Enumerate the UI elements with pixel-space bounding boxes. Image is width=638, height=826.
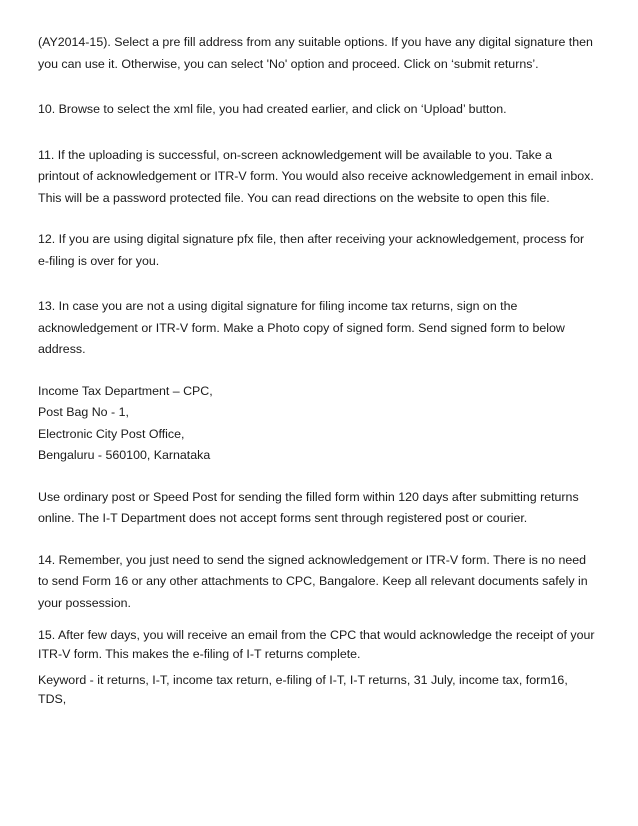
text-line: e-filing is over for you.	[38, 253, 160, 268]
spacer	[38, 663, 603, 671]
address-line: Income Tax Department – CPC,	[38, 383, 213, 398]
text-line: TDS,	[38, 691, 67, 706]
paragraph-post-note	[38, 487, 603, 530]
text-line: (AY2014-15). Select a pre fill address from any suitable options. If you have any digital signature then	[38, 35, 593, 49]
text-line: printout of acknowledgement or ITR-V form. You would also receive acknowledgement in email inbox.	[38, 169, 594, 183]
paragraph-step-13	[38, 296, 603, 361]
spacer	[38, 530, 603, 550]
text-line: you can use it. Otherwise, you can select 'No' option and proceed. Click on ‘submit returns’.	[38, 56, 539, 71]
spacer	[38, 614, 603, 626]
spacer	[38, 209, 603, 229]
text-line: 12. If you are using digital signature pfx file, then after receiving your acknowledgement, process for	[38, 232, 585, 246]
spacer	[38, 121, 603, 145]
document-page	[38, 32, 603, 708]
paragraph-step-14	[38, 550, 603, 615]
paragraph-address	[38, 381, 603, 467]
text-line: acknowledgement or ITR-V form. Make a Photo copy of signed form. Send signed form to below	[38, 320, 565, 335]
paragraph-step-10	[38, 99, 603, 121]
text-line: 13. In case you are not a using digital signature for filing income tax returns, sign on the	[38, 299, 518, 313]
text-line: to send Form 16 or any other attachments to CPC, Bangalore. Keep all relevant documents safely in	[38, 574, 588, 588]
spacer	[38, 361, 603, 381]
text-line: Keyword - it returns, I-T, income tax return, e-filing of I-T, I-T returns, 31 July, income tax, form16,	[38, 673, 568, 687]
text-line: Use ordinary post or Speed Post for sending the filled form within 120 days after submitting returns	[38, 489, 579, 504]
spacer	[38, 75, 603, 99]
text-line: This will be a password protected file. You can read directions on the website to open this file.	[38, 190, 550, 205]
text-line: address.	[38, 342, 86, 356]
text-line: 10. Browse to select the xml file, you had created earlier, and click on ‘Upload’ button.	[38, 102, 507, 116]
paragraph-step-12	[38, 229, 603, 272]
text-line: your possession.	[38, 595, 131, 610]
text-line: 11. If the uploading is successful, on-screen acknowledgement will be available to you. Take a	[38, 147, 553, 162]
address-line: Post Bag No - 1,	[38, 405, 129, 419]
address-line: Electronic City Post Office,	[38, 426, 185, 441]
paragraph-step-15	[38, 626, 603, 663]
paragraph-keywords	[38, 671, 603, 708]
spacer	[38, 272, 603, 296]
text-line: ITR-V form. This makes the e-filing of I-T returns complete.	[38, 646, 361, 661]
paragraph-step-11	[38, 145, 603, 210]
text-line: 15. After few days, you will receive an email from the CPC that would acknowledge the receipt of your	[38, 628, 595, 642]
spacer	[38, 467, 603, 487]
address-line: Bengaluru - 560100, Karnataka	[38, 448, 211, 462]
text-line: 14. Remember, you just need to send the signed acknowledgement or ITR-V form. There is no need	[38, 552, 587, 567]
text-line: online. The I-T Department does not accept forms sent through registered post or courier.	[38, 511, 528, 525]
paragraph-ay-continuation	[38, 32, 603, 75]
